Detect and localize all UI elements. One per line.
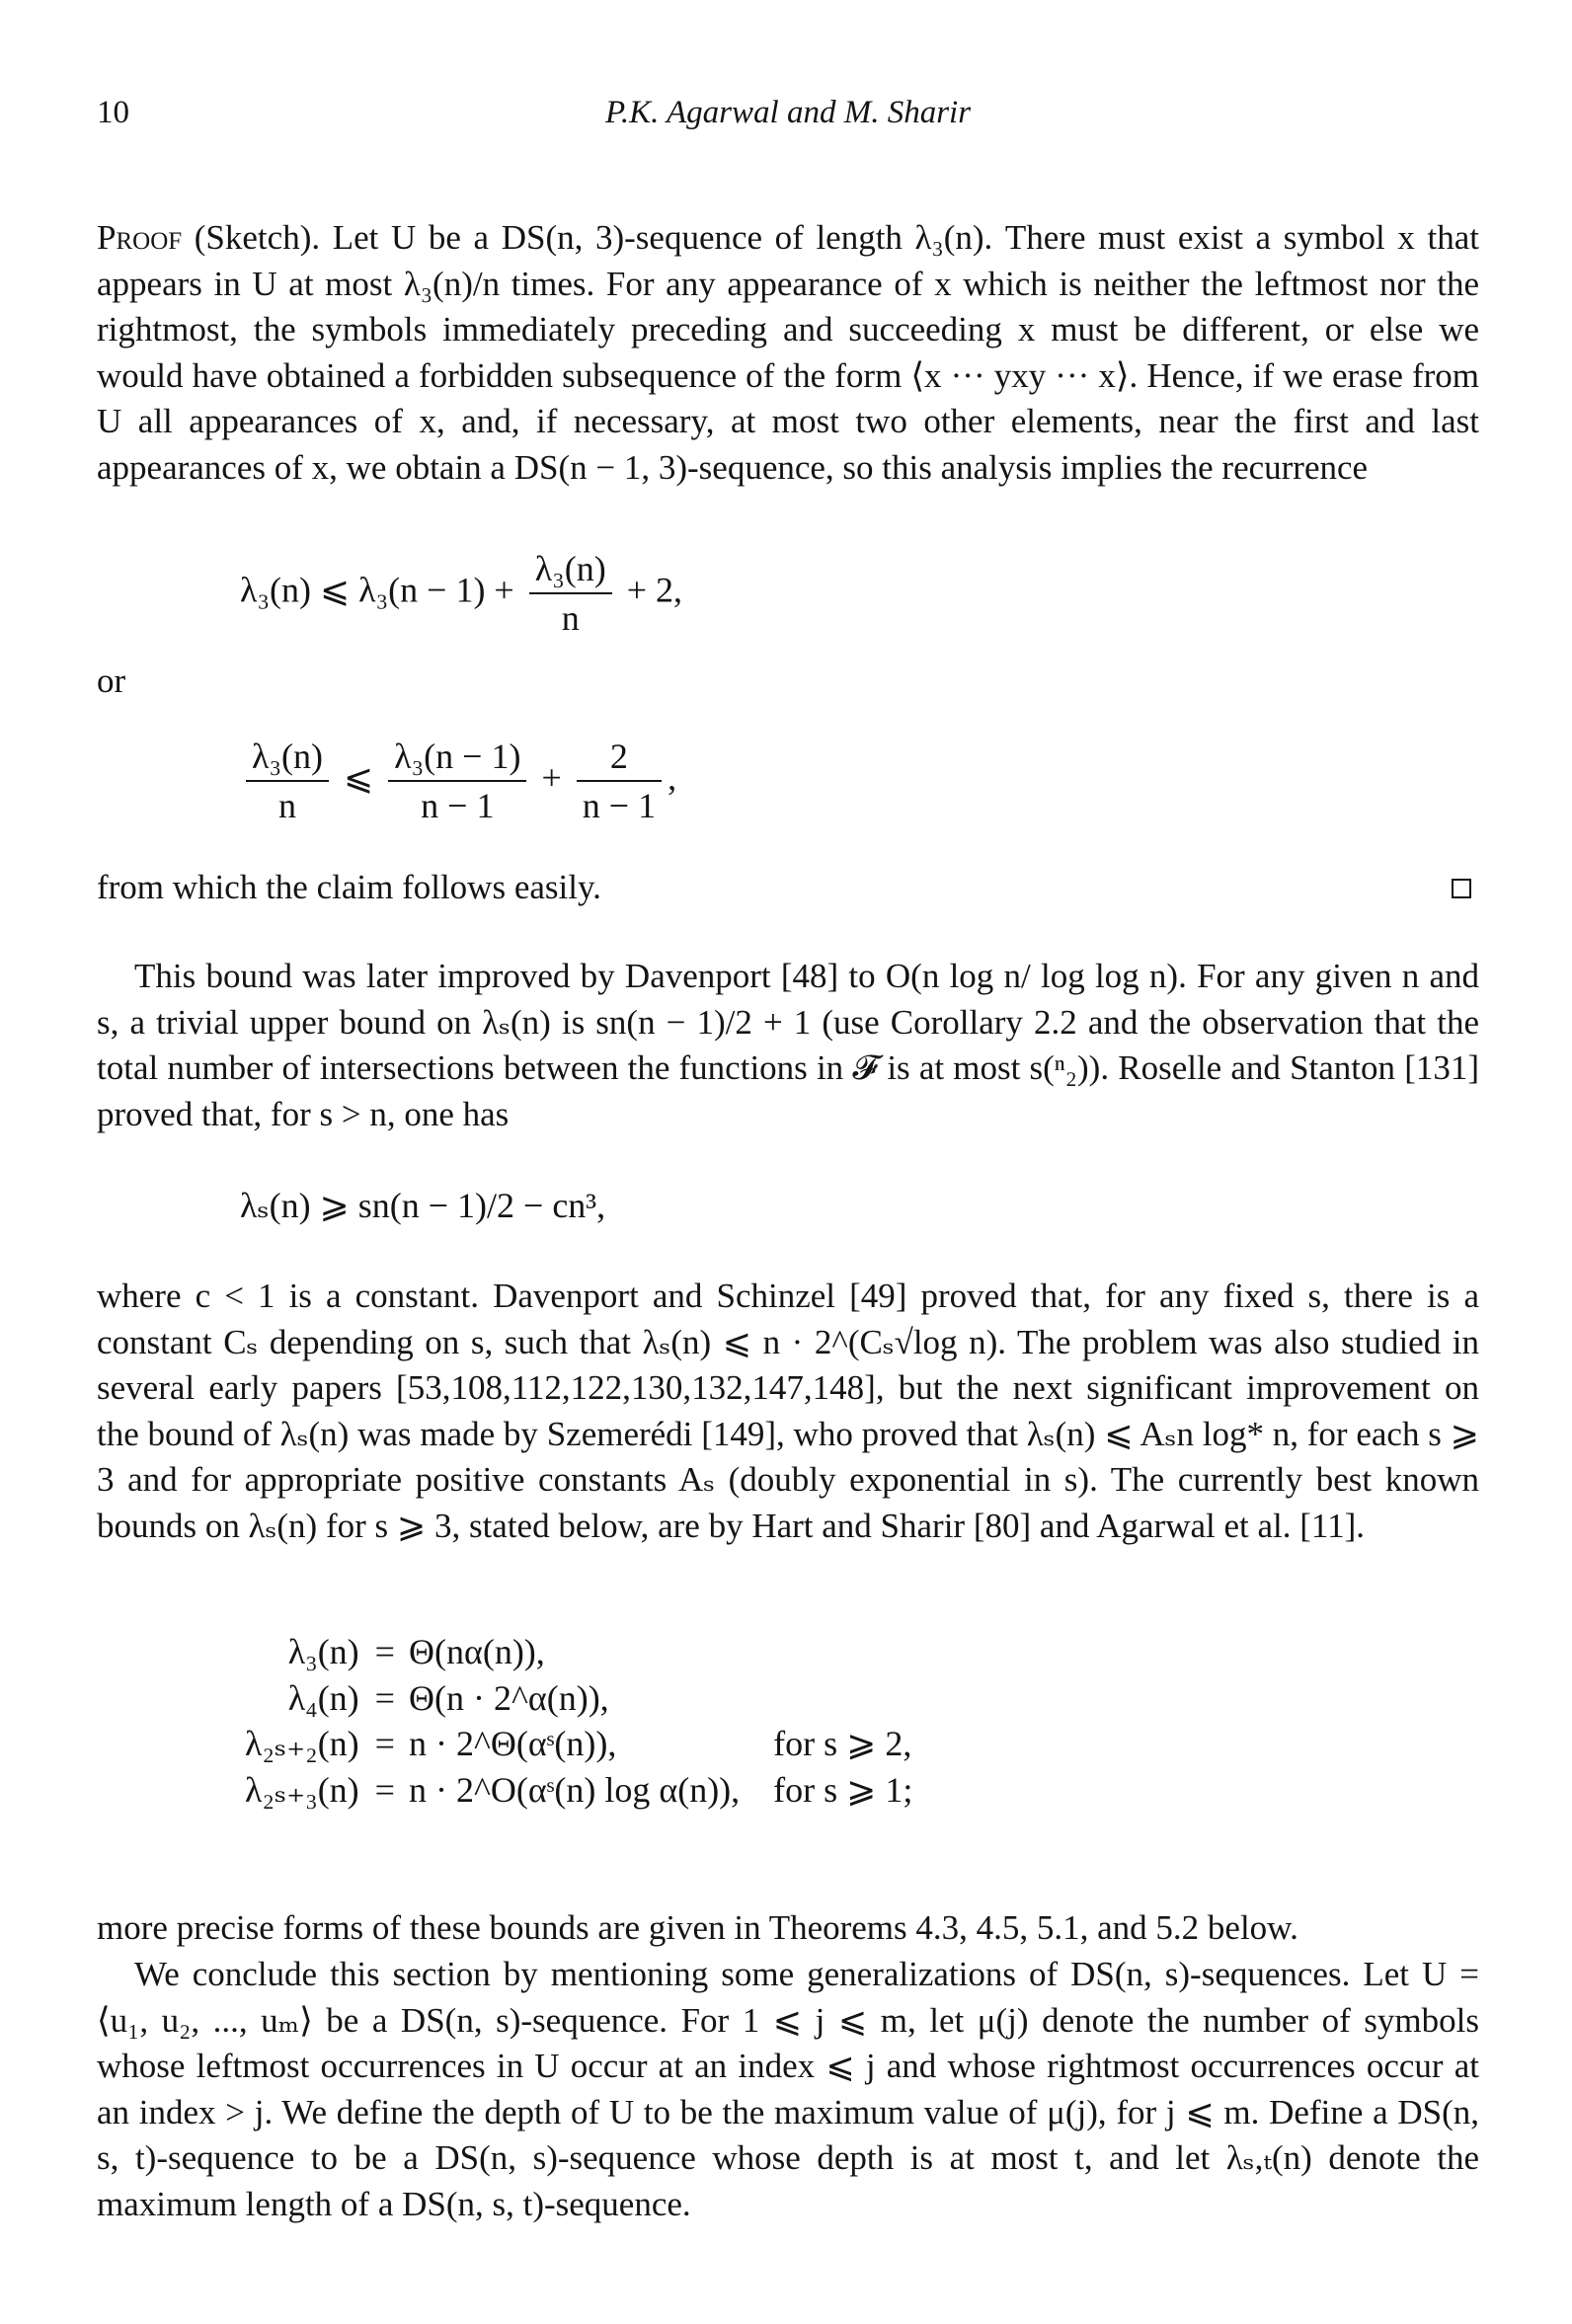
eq2-c-den: n − 1	[582, 786, 657, 825]
paragraph-precise-forms	[97, 1905, 1479, 1952]
paragraph-davenport	[97, 954, 1479, 1137]
bound-row	[245, 1721, 912, 1767]
bound-rhs: n · 2^O(αˢ(n) log α(n)),	[408, 1769, 741, 1810]
eq2-b-den: n − 1	[421, 786, 495, 825]
paragraph-precise-forms-text: more precise forms of these bounds are given in Theorems 4.3, 4.5, 5.1, and 5.2 below.	[97, 1908, 1298, 1947]
bound-row	[245, 1675, 912, 1722]
page	[97, 0, 1479, 2324]
eq2-end: ,	[668, 757, 677, 798]
bound-lhs: λ₂ₛ₊₂(n)	[245, 1724, 359, 1763]
page-header	[97, 89, 1479, 136]
eq2-relation: ⩽	[343, 757, 374, 798]
bound-rel: =	[374, 1724, 395, 1763]
eq1-denominator: n	[561, 598, 580, 638]
bounds-display	[245, 1629, 912, 1813]
proof-text: Let U be a DS(n, 3)-sequence of length λ₃(n). There must exist a symbol x that appears in U at most λ₃(n)/n times. For any appearance of x which is neither the leftmost nor the rightmost, the symbols immediately preceding and succeeding x must be different, or else we would have obtained a forbidden subsequence of the form ⟨x ··· yxy ··· x⟩. Hence, if we erase from U all appearances of x, and, if necessary, at most two other elements, near the first and last appearances of x, we obtain a DS(n − 1, 3)-sequence, so this analysis implies the recurrence	[97, 218, 1479, 487]
running-head: P.K. Agarwal and M. Sharir	[604, 95, 972, 130]
eq1-left: λ₃(n) ⩽ λ₃(n − 1) +	[240, 570, 523, 610]
bound-rel: =	[374, 1632, 395, 1671]
eq2-fraction-a	[246, 736, 329, 826]
proof-sketch: (Sketch).	[194, 218, 321, 257]
or-line	[97, 658, 1479, 705]
paragraph-generalizations	[97, 1952, 1479, 2227]
bound-rhs: Θ(nα(n)),	[408, 1632, 545, 1671]
eq2-c-num: 2	[577, 736, 662, 782]
qed-square-icon	[1452, 879, 1471, 898]
bound-lhs: λ₂ₛ₊₃(n)	[245, 1769, 359, 1810]
eq1-right: + 2,	[617, 570, 683, 610]
bound-cond: for s ⩾ 1;	[773, 1769, 913, 1810]
proof-label: Proof	[97, 218, 183, 257]
paragraph-davenport-text: This bound was later improved by Davenport [48] to O(n log n/ log log n). For any given n and s, a trivial upper bound on λₛ(n) is sn(n − 1)/2 + 1 (use Corollary 2.2 and the observation that the total number of intersections between the functions in 𝓕 is at most s(ⁿ₂)). Roselle and Stanton [131] proved that, for s > n, one has	[97, 957, 1479, 1133]
bounds-table	[245, 1629, 912, 1813]
eq2-a-num: λ₃(n)	[246, 736, 329, 782]
conclusion-text: from which the claim follows easily.	[97, 868, 601, 906]
eq2-a-den: n	[277, 786, 296, 825]
proof-paragraph	[97, 215, 1479, 491]
eq2-fraction-c	[577, 736, 662, 826]
paragraph-schinzel-text: where c < 1 is a constant. Davenport and Schinzel [49] proved that, for any fixed s, there is a constant Cₛ depending on s, such that λₛ(n) ⩽ n · 2^(Cₛ√log n). The problem was also studied in several early papers [53,108,112,122,130,132,147,148], but the next significant improvement on the bound of λₛ(n) was made by Szemerédi [149], who proved that λₛ(n) ⩽ Aₛn log* n, for each s ⩾ 3 and for appropriate positive constants Aₛ (doubly exponential in s). The currently best known bounds on λₛ(n) for s ⩾ 3, stated below, are by Hart and Sharir [80] and Agarwal et al. [11].	[97, 1277, 1479, 1545]
page-number: 10	[97, 95, 129, 130]
bound-rhs: Θ(n · 2^α(n)),	[408, 1677, 609, 1718]
eq2-fraction-b	[388, 736, 526, 826]
paragraph-generalizations-text: We conclude this section by mentioning some generalizations of DS(n, s)-sequences. Let U = ⟨u₁, u₂, ..., uₘ⟩ be a DS(n, s)-sequence. For 1 ⩽ j ⩽ m, let μ(j) denote the number of symbols whose leftmost occurrences in U occur at an index ⩽ j and whose rightmost occurrences occur at an index > j. We define the depth of U to be the maximum value of μ(j), for j ⩽ m. Define a DS(n, s, t)-sequence to be a DS(n, s)-sequence whose depth is at most t, and let λₛ,ₜ(n) denote the maximum length of a DS(n, s, t)-sequence.	[97, 1955, 1479, 2223]
lower-bound-text: λₛ(n) ⩾ sn(n − 1)/2 − cn³,	[240, 1186, 606, 1225]
eq1-fraction	[529, 548, 612, 639]
bound-cond: for s ⩾ 2,	[773, 1724, 912, 1763]
equation-lower-bound	[240, 1183, 605, 1229]
eq2-plus: +	[541, 757, 562, 798]
eq1-numerator: λ₃(n)	[529, 548, 612, 594]
bound-rel: =	[374, 1677, 395, 1718]
bound-row	[245, 1767, 912, 1814]
or-word: or	[97, 661, 126, 700]
bound-rel: =	[374, 1769, 395, 1810]
eq2-b-num: λ₃(n − 1)	[388, 736, 526, 782]
paragraph-schinzel	[97, 1274, 1479, 1549]
equation-normalized	[240, 736, 676, 826]
proof-conclusion	[97, 865, 1479, 911]
bound-row	[245, 1629, 912, 1675]
bound-lhs: λ₃(n)	[287, 1632, 359, 1671]
bound-cond	[740, 1629, 912, 1675]
bound-cond	[740, 1675, 912, 1722]
bound-lhs: λ₄(n)	[287, 1677, 359, 1718]
equation-recurrence	[240, 548, 682, 639]
bound-rhs: n · 2^Θ(αˢ(n)),	[408, 1724, 617, 1763]
